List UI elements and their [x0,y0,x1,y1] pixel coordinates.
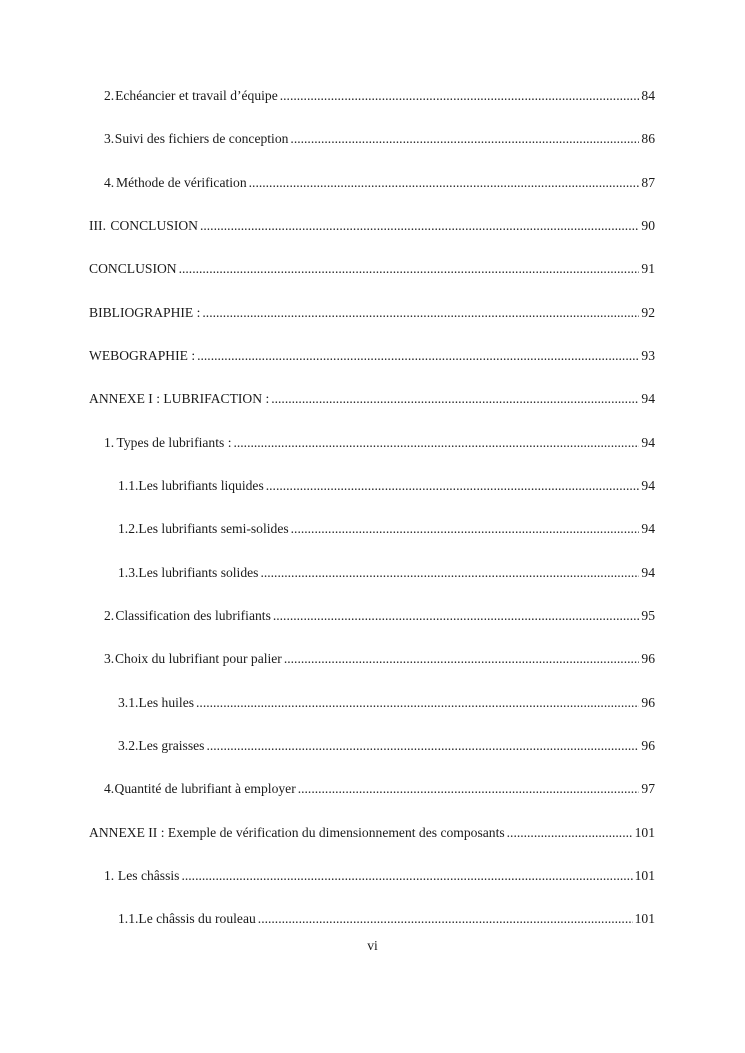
entry-title: Les huiles [138,695,195,710]
entry-page: 90 [641,218,655,233]
dot-leader [298,781,640,797]
toc-entry[interactable] [118,565,655,583]
entry-page: 101 [634,825,655,840]
entry-number: III. [89,218,106,233]
dot-leader [200,218,639,234]
dot-leader [206,738,639,754]
dot-leader [507,825,633,841]
entry-title: CONCLUSION [89,261,177,276]
toc-entry[interactable] [118,695,655,713]
entry-page: 94 [641,521,655,536]
toc-entry[interactable] [89,261,655,279]
entry-number: 1.1. [118,911,139,926]
dot-leader [280,88,640,104]
dot-leader [291,521,640,537]
dot-leader [196,695,639,711]
entry-title: ANNEXE I : LUBRIFACTION : [89,391,270,406]
entry-number: 1.3. [118,565,139,580]
entry-number: 3. [104,131,115,146]
entry-number: 1.2. [118,521,139,536]
toc-entry[interactable] [104,651,655,669]
page-number: vi [367,938,378,953]
entry-title: Les graisses [138,738,205,753]
entry-page: 94 [641,478,655,493]
entry-number: 1. [104,868,115,883]
dot-leader [249,175,640,191]
dot-leader [284,651,640,667]
toc-entry[interactable] [104,88,655,106]
entry-title: Les lubrifiants solides [138,565,259,580]
dot-leader [179,261,640,277]
toc-entry[interactable] [118,521,655,539]
toc-entry[interactable] [89,305,655,323]
entry-title: Les lubrifiants semi-solides [138,521,289,536]
entry-number: 3.1. [118,695,139,710]
entry-title: BIBLIOGRAPHIE : [89,305,201,320]
entry-number: 3.2. [118,738,139,753]
entry-title: Echéancier et travail d’équipe [115,88,278,103]
entry-title: Le châssis du rouleau [138,911,256,926]
toc-entry[interactable] [104,131,655,149]
entry-page: 97 [641,781,655,796]
toc-entry[interactable] [104,608,655,626]
dot-leader [197,348,639,364]
dot-leader [273,608,640,624]
entry-page: 94 [641,565,655,580]
entry-page: 93 [641,348,655,363]
entry-title: Types de lubrifiants : [116,435,232,450]
entry-number: 1. [104,435,115,450]
entry-title: CONCLUSION [110,218,198,233]
entry-page: 91 [641,261,655,276]
dot-leader [271,391,639,407]
toc-entry[interactable] [104,868,655,886]
entry-title: Quantité de lubrifiant à employer [114,781,296,796]
entry-page: 86 [641,131,655,146]
dot-leader [266,478,640,494]
dot-leader [181,868,632,884]
entry-page: 94 [641,391,655,406]
toc-entry[interactable] [118,738,655,756]
entry-page: 96 [641,651,655,666]
dot-leader [258,911,633,927]
entry-page: 101 [634,911,655,926]
entry-number: 2. [104,608,115,623]
entry-page: 84 [641,88,655,103]
toc-entry[interactable] [118,911,655,929]
entry-number: 1.1. [118,478,139,493]
dot-leader [202,305,639,321]
toc-entry[interactable] [104,781,655,799]
toc-entry[interactable] [118,478,655,496]
dot-leader [260,565,639,581]
toc-entry[interactable] [104,175,655,193]
entry-number: 2. [104,88,115,103]
toc-entry[interactable] [104,435,655,453]
dot-leader [290,131,639,147]
entry-title: Choix du lubrifiant pour palier [114,651,282,666]
entry-page: 92 [641,305,655,320]
toc-entry[interactable] [89,825,655,843]
entry-page: 96 [641,738,655,753]
toc-entry[interactable] [89,348,655,366]
toc-entry[interactable] [89,391,655,409]
entry-title: WEBOGRAPHIE : [89,348,196,363]
entry-number: 4. [104,781,115,796]
dot-leader [233,435,639,451]
entry-page: 101 [634,868,655,883]
entry-number: 4. [104,175,115,190]
entry-number: 3. [104,651,115,666]
entry-title: Les châssis [117,868,180,883]
entry-title: Méthode de vérification [116,175,247,190]
entry-page: 87 [641,175,655,190]
entry-title: ANNEXE II : Exemple de vérification du dimensionnement des composants [89,825,505,840]
toc-entry[interactable] [89,218,655,236]
entry-title: Suivi des fichiers de conception [114,131,289,146]
entry-title: Classification des lubrifiants [115,608,271,623]
entry-page: 95 [641,608,655,623]
entry-title: Les lubrifiants liquides [138,478,264,493]
entry-page: 96 [641,695,655,710]
entry-page: 94 [641,435,655,450]
